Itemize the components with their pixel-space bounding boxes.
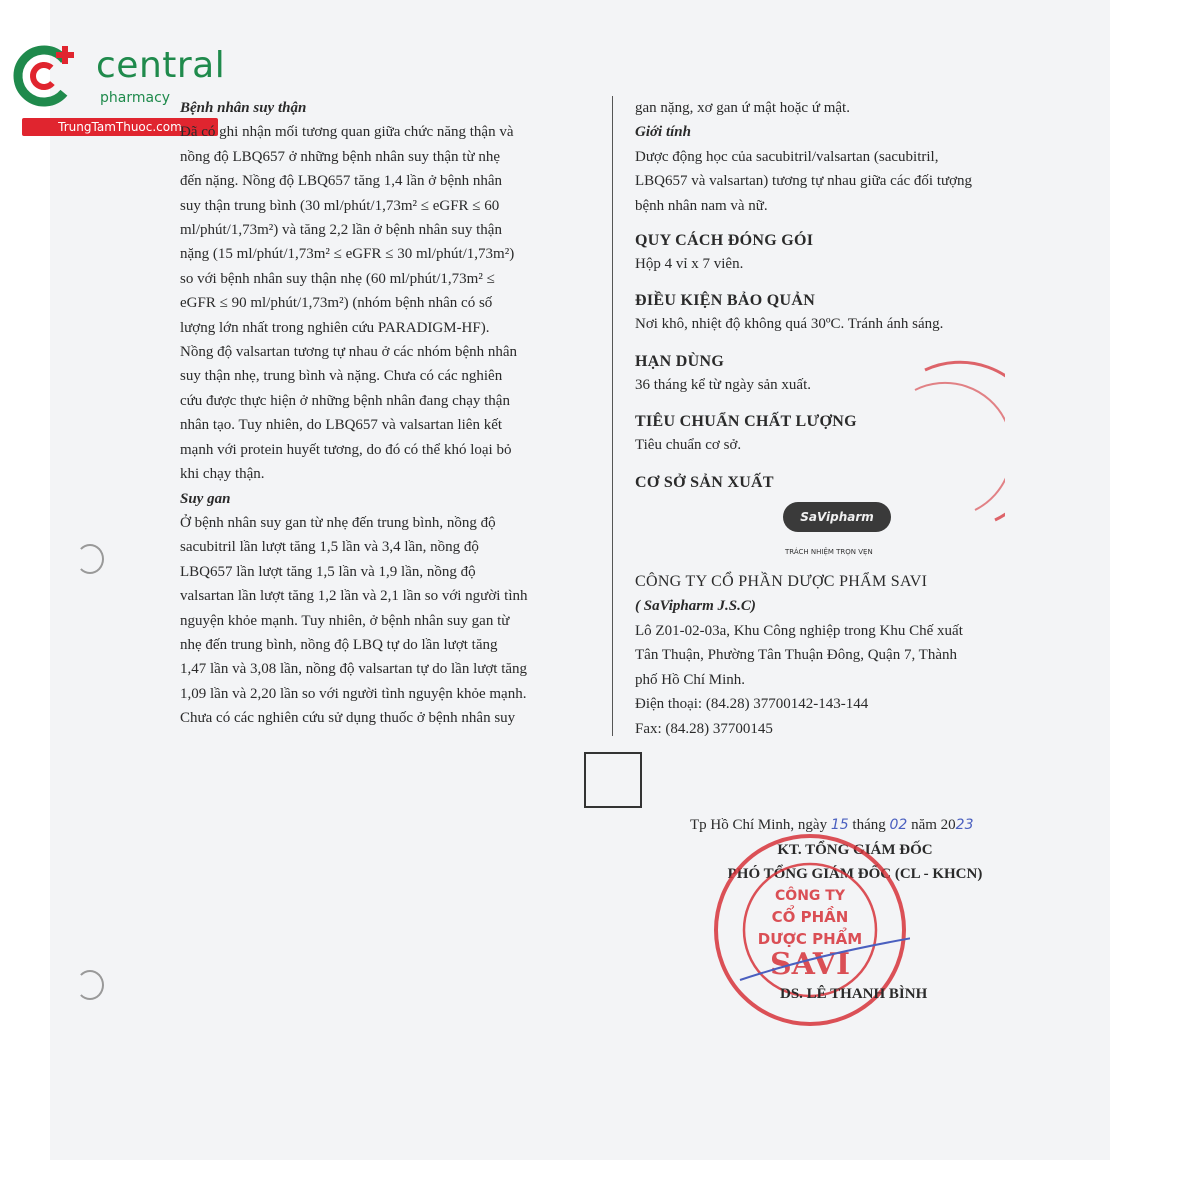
heading-gender: Giới tính [635,124,691,141]
hepatic-line: nhẹ đến trung bình, nồng độ LBQ tự do lần lượt tăng [180,636,498,653]
renal-line: nhân tạo. Tuy nhiên, do LBQ657 và valsartan liên kết [180,417,503,434]
signer-name: DS. LÊ THANH BÌNH [780,986,928,1002]
section-heading: TIÊU CHUẨN CHẤT LƯỢNG [635,413,857,431]
heading-hepatic-impairment: Suy gan [180,490,231,507]
gender-paragraph [635,145,1055,218]
company-tagline: TRÁCH NHIỆM TRỌN VẸN [785,547,873,556]
side-stamp-icon [905,360,1005,530]
date-year-label: năm 20 [911,817,956,833]
address-line: Lô Z01-02-03a, Khu Công nghiệp trong Khu Chế xuất [635,622,963,639]
heading-renal-impairment: Bệnh nhân suy thận [180,100,307,116]
date-prefix: Tp Hồ Chí Minh, ngày [690,817,828,833]
company-short-name: ( SaVipharm J.S.C) [635,598,756,615]
renal-line: suy thận trung bình (30 ml/phút/1,73m² ≤ eGFR ≤ 60 [180,197,500,214]
svg-text:DƯỢC PHẨM: DƯỢC PHẨM [757,930,863,948]
renal-line: nồng độ LBQ657 ở những bệnh nhân suy thận từ nhẹ [180,148,500,165]
svg-text:CỔ PHẦN: CỔ PHẦN [771,908,849,926]
pharmacy-logo-icon [10,40,82,112]
hepatic-line: Chưa có các nghiên cứu sử dụng thuốc ở bệnh nhân suy [180,710,516,727]
date-day: 15 [830,817,849,833]
section-heading: QUY CÁCH ĐÓNG GÓI [635,232,814,250]
hepatic-line: valsartan lần lượt tăng 1,2 lần và 2,1 lần so với người tình [180,588,528,605]
date-month: 02 [889,817,908,833]
renal-line: khi chạy thận. [180,466,265,483]
date-month-label: tháng [852,817,886,833]
section-body: Nơi khô, nhiệt độ không quá 30ºC. Tránh ánh sáng. [635,316,944,333]
hepatic-line: LBQ657 lần lượt tăng 1,5 lần và 1,9 lần, nồng độ [180,563,476,580]
company-fax: Fax: (84.28) 37700145 [635,720,773,737]
gender-line: bệnh nhân nam và nữ. [635,197,768,214]
date-year-suffix: 23 [955,817,974,833]
svg-text:CÔNG TY: CÔNG TY [775,888,845,904]
renal-paragraph [180,120,594,486]
heading-manufacturer: CƠ SỞ SẢN XUẤT [635,473,774,491]
hepatic-paragraph [180,511,594,731]
logo-subtitle: pharmacy [100,90,171,106]
hepatic-line: 1,09 lần và 2,20 lần so với người tình nguyện khỏe mạnh. [180,685,527,702]
hepatic-line: 1,47 lần và 3,08 lần, nồng độ valsartan tự do lần lượt tăng [180,661,528,678]
punch-hole-icon [76,544,104,574]
renal-line: so với bệnh nhân suy thận nhẹ (60 ml/phút/1,73m² ≤ [180,270,495,287]
savipharm-logo [783,502,893,536]
renal-line: ml/phút/1,73m²) và tăng 2,2 lần ở bệnh nhân suy thận [180,222,502,239]
hepatic-line: nguyện khỏe mạnh. Tuy nhiên, ở bệnh nhân suy gan từ [180,612,510,629]
section-heading: ĐIỀU KIỆN BẢO QUẢN [635,292,816,310]
empty-box [584,752,642,808]
punch-hole-icon [76,970,104,1000]
renal-line: eGFR ≤ 90 ml/phút/1,73m²) (nhóm bệnh nhân có số [180,295,493,312]
company-address [635,619,1055,692]
hepatic-line: Ở bệnh nhân suy gan từ nhẹ đến trung bình, nồng độ [180,514,496,531]
column-divider [612,96,613,736]
gender-line: LBQ657 và valsartan) tương tự nhau giữa các đối tượng [635,173,973,190]
signer-title-1: KT. TỔNG GIÁM ĐỐC [777,842,933,858]
section-body: 36 tháng kể từ ngày sản xuất. [635,376,812,393]
section-body: Tiêu chuẩn cơ sở. [635,437,742,454]
left-column [180,96,594,731]
signer-title-2: PHÓ TỔNG GIÁM ĐỐC (CL - KHCN) [727,866,983,882]
company-name: CÔNG TY CỔ PHẦN DƯỢC PHẨM SAVI [635,573,928,591]
svg-text:SAVI: SAVI [769,947,851,982]
logo-website: TrungTamThuoc.com [22,118,218,136]
gender-line: Dược động học của sacubitril/valsartan (sacubitril, [635,148,939,165]
renal-line: lượng lớn nhất trong nghiên cứu PARADIGM-HF). [180,319,490,336]
hepatic-line: sacubitril lần lượt tăng 1,5 lần và 3,4 lần, nồng độ [180,539,479,556]
renal-line: nặng (15 ml/phút/1,73m² ≤ eGFR ≤ 30 ml/phút/1,73m²) [180,246,515,263]
address-line: phố Hồ Chí Minh. [635,671,746,688]
section-body: Hộp 4 vỉ x 7 viên. [635,256,744,273]
renal-line: đến nặng. Nồng độ LBQ657 tăng 1,4 lần ở bệnh nhân [180,173,503,190]
logo-name: central [96,45,226,86]
renal-line: mạnh với protein huyết tương, do đó có thể khó loại bỏ [180,441,512,458]
savipharm-logo-text: SaVipharm [783,502,891,532]
section-heading: HẠN DÙNG [635,352,725,370]
renal-line: suy thận nhẹ, trung bình và nặng. Chưa có các nghiên [180,368,503,385]
renal-line: Nồng độ valsartan tương tự nhau ở các nhóm bệnh nhân [180,344,518,361]
company-phone: Điện thoại: (84.28) 37700142-143-144 [635,696,869,713]
renal-line: cứu được thực hiện ở những bệnh nhân đang chạy thận [180,392,510,409]
address-line: Tân Thuận, Phường Tân Thuận Đông, Quận 7, Thành [635,647,957,664]
renal-line: Đã có ghi nhận mối tương quan giữa chức năng thận và [180,124,514,141]
hepatic-continuation: gan nặng, xơ gan ứ mật hoặc ứ mật. [635,100,850,116]
